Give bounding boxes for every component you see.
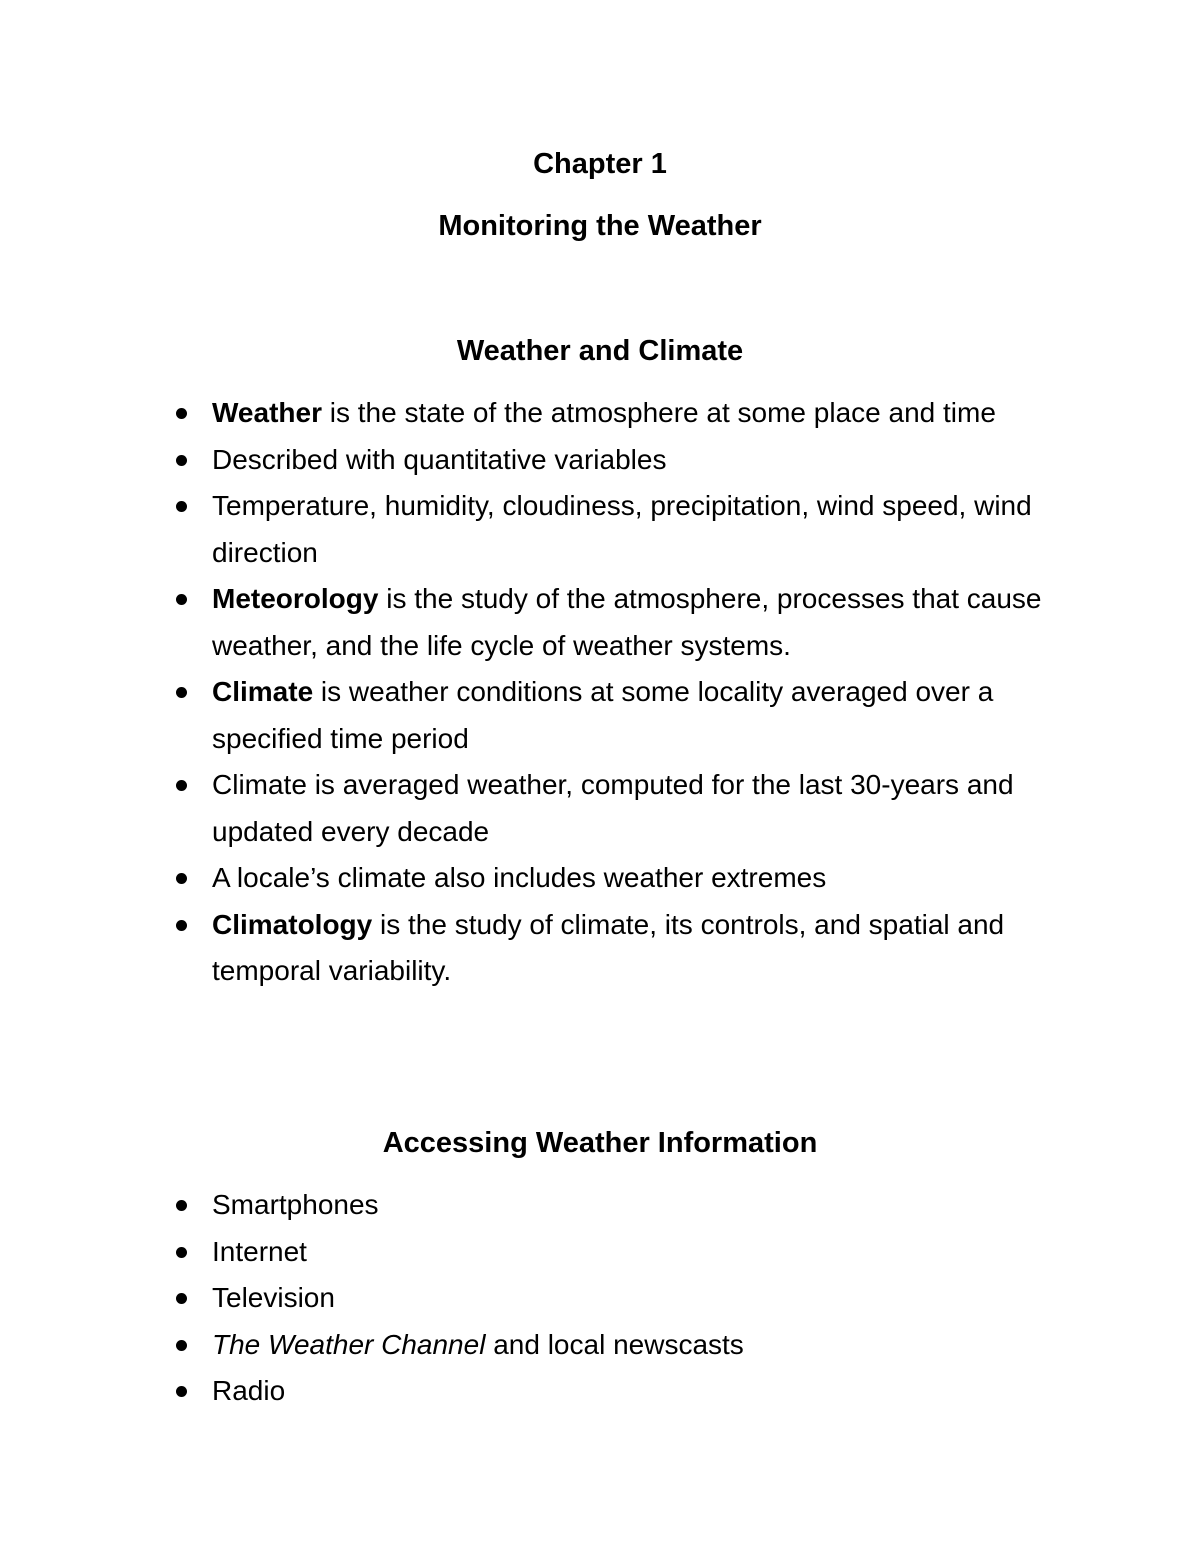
section-heading-accessing-weather: Accessing Weather Information xyxy=(382,1127,818,1159)
item-text: and local newscasts xyxy=(485,1328,744,1360)
list-item xyxy=(171,390,1071,437)
term: Climate xyxy=(212,676,314,707)
item-text: Internet xyxy=(212,1235,307,1267)
list-item xyxy=(171,855,1071,902)
bullet-icon xyxy=(176,1200,187,1211)
bullet-icon xyxy=(176,1293,187,1304)
item-text: Radio xyxy=(212,1375,286,1406)
bullet-icon xyxy=(176,455,187,466)
weather-climate-list xyxy=(171,390,1071,995)
list-item xyxy=(171,669,1071,762)
item-text: Smartphones xyxy=(212,1189,379,1220)
bullet-icon xyxy=(176,1247,187,1258)
bullet-icon xyxy=(176,687,187,698)
item-text: is weather conditions at some locality averaged over a specified time period xyxy=(212,676,994,754)
item-text: Climate is averaged weather, computed for the last 30-years and updated every decade xyxy=(212,769,1014,847)
list-item xyxy=(171,1229,1071,1276)
list-item xyxy=(171,902,1071,995)
list-item xyxy=(171,1368,1071,1415)
chapter-title: Monitoring the Weather xyxy=(438,210,762,242)
term: Meteorology xyxy=(212,583,379,614)
list-item xyxy=(171,437,1071,484)
bullet-icon xyxy=(176,780,187,791)
list-item xyxy=(171,576,1071,669)
item-text: is the state of the atmosphere at some place and time xyxy=(321,397,996,428)
list-item xyxy=(171,1322,1071,1369)
italic-title: The Weather Channel xyxy=(212,1328,486,1360)
list-item xyxy=(171,483,1071,576)
bullet-icon xyxy=(176,1386,187,1397)
accessing-weather-list xyxy=(171,1182,1071,1415)
item-text: A locale’s climate also includes weather extremes xyxy=(212,862,827,893)
chapter-label: Chapter 1 xyxy=(533,148,667,180)
list-item xyxy=(171,1182,1071,1229)
item-text: Television xyxy=(212,1282,335,1313)
term: Climatology xyxy=(212,908,373,940)
item-text: is the study of climate, its controls, and spatial and temporal variability. xyxy=(212,908,1005,986)
item-text: Temperature, humidity, cloudiness, precipitation, wind speed, wind direction xyxy=(212,490,1032,568)
list-item xyxy=(171,762,1071,855)
item-text: is the study of the atmosphere, processes that cause weather, and the life cycle of weather systems. xyxy=(212,583,1042,661)
bullet-icon xyxy=(176,408,187,419)
bullet-icon xyxy=(176,1340,187,1351)
item-text: Described with quantitative variables xyxy=(212,443,667,475)
bullet-icon xyxy=(176,920,187,931)
term: Weather xyxy=(212,397,322,428)
section-heading-weather-climate: Weather and Climate xyxy=(456,335,744,367)
list-item xyxy=(171,1275,1071,1322)
bullet-icon xyxy=(176,594,187,605)
bullet-icon xyxy=(176,873,187,884)
bullet-icon xyxy=(176,501,187,512)
